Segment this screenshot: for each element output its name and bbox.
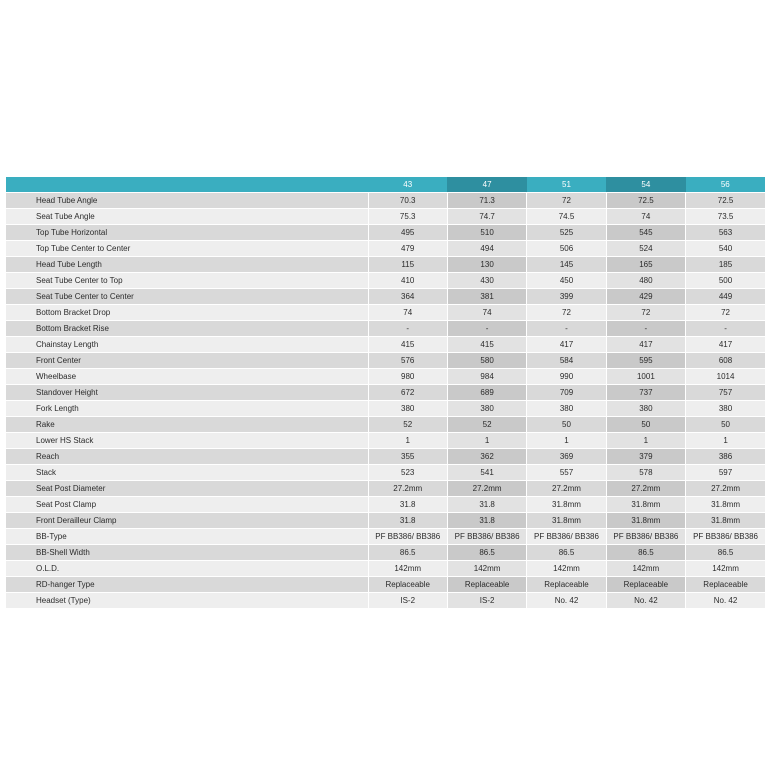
value-cell-56: 417 xyxy=(686,337,765,353)
value-cell-54: 165 xyxy=(606,257,685,273)
value-cell-51: 86.5 xyxy=(527,545,606,561)
row-label: Seat Tube Angle xyxy=(6,209,368,225)
row-label: Stack xyxy=(6,465,368,481)
value-cell-56: 449 xyxy=(686,289,765,305)
row-label: Front Center xyxy=(6,353,368,369)
value-cell-47: PF BB386/ BB386 xyxy=(447,529,526,545)
table-row xyxy=(6,465,765,481)
row-label: Seat Tube Center to Top xyxy=(6,273,368,289)
value-cell-51: 990 xyxy=(527,369,606,385)
value-cell-54: 1001 xyxy=(606,369,685,385)
value-cell-54: 429 xyxy=(606,289,685,305)
value-cell-43: 980 xyxy=(368,369,447,385)
header-label-cell xyxy=(6,177,368,193)
value-cell-51: 369 xyxy=(527,449,606,465)
value-cell-47: 86.5 xyxy=(447,545,526,561)
value-cell-56: 563 xyxy=(686,225,765,241)
table-row xyxy=(6,561,765,577)
row-label: O.L.D. xyxy=(6,561,368,577)
value-cell-56: 386 xyxy=(686,449,765,465)
row-label: Chainstay Length xyxy=(6,337,368,353)
row-label: Fork Length xyxy=(6,401,368,417)
value-cell-54: 86.5 xyxy=(606,545,685,561)
row-label: Lower HS Stack xyxy=(6,433,368,449)
table-row xyxy=(6,497,765,513)
table-row xyxy=(6,353,765,369)
row-label: BB-Type xyxy=(6,529,368,545)
row-label: Bottom Bracket Drop xyxy=(6,305,368,321)
value-cell-56: No. 42 xyxy=(686,593,765,609)
row-label: Seat Post Clamp xyxy=(6,497,368,513)
value-cell-43: 74 xyxy=(368,305,447,321)
value-cell-47: 130 xyxy=(447,257,526,273)
row-label: Head Tube Angle xyxy=(6,193,368,209)
value-cell-54: 524 xyxy=(606,241,685,257)
value-cell-47: 380 xyxy=(447,401,526,417)
row-label: Standover Height xyxy=(6,385,368,401)
table-row xyxy=(6,417,765,433)
value-cell-43: 70.3 xyxy=(368,193,447,209)
value-cell-51: 399 xyxy=(527,289,606,305)
table-row xyxy=(6,369,765,385)
table-row xyxy=(6,577,765,593)
table-row xyxy=(6,225,765,241)
value-cell-51: 31.8mm xyxy=(527,513,606,529)
value-cell-54: 72 xyxy=(606,305,685,321)
value-cell-51: 74.5 xyxy=(527,209,606,225)
value-cell-51: 72 xyxy=(527,193,606,209)
size-header-56: 56 xyxy=(686,177,765,193)
value-cell-56: 31.8mm xyxy=(686,513,765,529)
value-cell-56: 1 xyxy=(686,433,765,449)
geometry-table xyxy=(6,177,765,609)
table-row xyxy=(6,337,765,353)
value-cell-54: 72.5 xyxy=(606,193,685,209)
value-cell-47: 580 xyxy=(447,353,526,369)
value-cell-47: 31.8 xyxy=(447,513,526,529)
value-cell-47: 31.8 xyxy=(447,497,526,513)
value-cell-47: 541 xyxy=(447,465,526,481)
value-cell-51: 31.8mm xyxy=(527,497,606,513)
value-cell-43: 364 xyxy=(368,289,447,305)
value-cell-56: 608 xyxy=(686,353,765,369)
row-label: Headset (Type) xyxy=(6,593,368,609)
value-cell-43: 672 xyxy=(368,385,447,401)
value-cell-43: 523 xyxy=(368,465,447,481)
value-cell-43: 31.8 xyxy=(368,497,447,513)
value-cell-47: 74.7 xyxy=(447,209,526,225)
value-cell-43: 75.3 xyxy=(368,209,447,225)
value-cell-56: 380 xyxy=(686,401,765,417)
value-cell-51: No. 42 xyxy=(527,593,606,609)
row-label: Top Tube Center to Center xyxy=(6,241,368,257)
value-cell-56: 72.5 xyxy=(686,193,765,209)
value-cell-43: 380 xyxy=(368,401,447,417)
value-cell-51: 584 xyxy=(527,353,606,369)
value-cell-56: 50 xyxy=(686,417,765,433)
value-cell-54: 595 xyxy=(606,353,685,369)
value-cell-54: 380 xyxy=(606,401,685,417)
value-cell-56: 142mm xyxy=(686,561,765,577)
row-label: Reach xyxy=(6,449,368,465)
row-label: Top Tube Horizontal xyxy=(6,225,368,241)
row-label: Wheelbase xyxy=(6,369,368,385)
value-cell-54: 142mm xyxy=(606,561,685,577)
value-cell-56: 540 xyxy=(686,241,765,257)
table-row xyxy=(6,305,765,321)
value-cell-56: 500 xyxy=(686,273,765,289)
value-cell-43: 27.2mm xyxy=(368,481,447,497)
value-cell-47: Replaceable xyxy=(447,577,526,593)
value-cell-56: 27.2mm xyxy=(686,481,765,497)
value-cell-56: 73.5 xyxy=(686,209,765,225)
size-header-43: 43 xyxy=(368,177,447,193)
table-row xyxy=(6,273,765,289)
value-cell-47: - xyxy=(447,321,526,337)
value-cell-54: 50 xyxy=(606,417,685,433)
value-cell-47: 71.3 xyxy=(447,193,526,209)
value-cell-51: 145 xyxy=(527,257,606,273)
table-row xyxy=(6,209,765,225)
value-cell-47: 142mm xyxy=(447,561,526,577)
value-cell-54: PF BB386/ BB386 xyxy=(606,529,685,545)
value-cell-43: 355 xyxy=(368,449,447,465)
value-cell-54: 578 xyxy=(606,465,685,481)
value-cell-51: 380 xyxy=(527,401,606,417)
value-cell-51: 525 xyxy=(527,225,606,241)
table-row xyxy=(6,241,765,257)
table-row xyxy=(6,433,765,449)
value-cell-51: 557 xyxy=(527,465,606,481)
value-cell-56: PF BB386/ BB386 xyxy=(686,529,765,545)
row-label: Seat Post Diameter xyxy=(6,481,368,497)
header-row xyxy=(6,177,765,193)
value-cell-47: 27.2mm xyxy=(447,481,526,497)
value-cell-47: 984 xyxy=(447,369,526,385)
row-label: Front Derailleur Clamp xyxy=(6,513,368,529)
value-cell-43: 142mm xyxy=(368,561,447,577)
value-cell-47: 430 xyxy=(447,273,526,289)
table-body xyxy=(6,193,765,609)
value-cell-47: 362 xyxy=(447,449,526,465)
value-cell-47: 689 xyxy=(447,385,526,401)
value-cell-56: 597 xyxy=(686,465,765,481)
value-cell-47: 494 xyxy=(447,241,526,257)
value-cell-51: 709 xyxy=(527,385,606,401)
row-label: Head Tube Length xyxy=(6,257,368,273)
value-cell-43: 410 xyxy=(368,273,447,289)
size-header-47: 47 xyxy=(447,177,526,193)
value-cell-56: 757 xyxy=(686,385,765,401)
value-cell-51: - xyxy=(527,321,606,337)
value-cell-56: 1014 xyxy=(686,369,765,385)
value-cell-54: 545 xyxy=(606,225,685,241)
value-cell-56: 72 xyxy=(686,305,765,321)
value-cell-51: 450 xyxy=(527,273,606,289)
value-cell-51: 506 xyxy=(527,241,606,257)
value-cell-56: - xyxy=(686,321,765,337)
value-cell-51: 142mm xyxy=(527,561,606,577)
table-row xyxy=(6,449,765,465)
row-label: BB-Shell Width xyxy=(6,545,368,561)
value-cell-43: 52 xyxy=(368,417,447,433)
value-cell-51: Replaceable xyxy=(527,577,606,593)
table-row xyxy=(6,385,765,401)
value-cell-56: 185 xyxy=(686,257,765,273)
value-cell-54: 379 xyxy=(606,449,685,465)
value-cell-43: 495 xyxy=(368,225,447,241)
value-cell-51: 27.2mm xyxy=(527,481,606,497)
value-cell-43: 479 xyxy=(368,241,447,257)
table-row xyxy=(6,529,765,545)
table-row xyxy=(6,513,765,529)
table-row xyxy=(6,321,765,337)
value-cell-43: 576 xyxy=(368,353,447,369)
value-cell-43: Replaceable xyxy=(368,577,447,593)
value-cell-54: Replaceable xyxy=(606,577,685,593)
table-row xyxy=(6,481,765,497)
row-label: Bottom Bracket Rise xyxy=(6,321,368,337)
value-cell-54: 31.8mm xyxy=(606,513,685,529)
row-label: RD-hanger Type xyxy=(6,577,368,593)
value-cell-47: IS-2 xyxy=(447,593,526,609)
value-cell-54: 1 xyxy=(606,433,685,449)
value-cell-54: - xyxy=(606,321,685,337)
value-cell-43: - xyxy=(368,321,447,337)
value-cell-56: Replaceable xyxy=(686,577,765,593)
value-cell-54: 480 xyxy=(606,273,685,289)
value-cell-43: IS-2 xyxy=(368,593,447,609)
value-cell-51: PF BB386/ BB386 xyxy=(527,529,606,545)
table-row xyxy=(6,401,765,417)
value-cell-47: 52 xyxy=(447,417,526,433)
value-cell-54: 417 xyxy=(606,337,685,353)
value-cell-51: 50 xyxy=(527,417,606,433)
table-row xyxy=(6,545,765,561)
value-cell-51: 417 xyxy=(527,337,606,353)
table-row xyxy=(6,289,765,305)
value-cell-43: 31.8 xyxy=(368,513,447,529)
size-header-54: 54 xyxy=(606,177,685,193)
value-cell-54: 27.2mm xyxy=(606,481,685,497)
value-cell-43: 115 xyxy=(368,257,447,273)
table-row xyxy=(6,193,765,209)
value-cell-47: 415 xyxy=(447,337,526,353)
value-cell-47: 74 xyxy=(447,305,526,321)
value-cell-54: No. 42 xyxy=(606,593,685,609)
table-row xyxy=(6,257,765,273)
value-cell-51: 1 xyxy=(527,433,606,449)
value-cell-43: 86.5 xyxy=(368,545,447,561)
value-cell-51: 72 xyxy=(527,305,606,321)
size-header-51: 51 xyxy=(527,177,606,193)
value-cell-54: 31.8mm xyxy=(606,497,685,513)
row-label: Rake xyxy=(6,417,368,433)
value-cell-47: 1 xyxy=(447,433,526,449)
table-header xyxy=(6,177,765,193)
value-cell-54: 737 xyxy=(606,385,685,401)
value-cell-43: PF BB386/ BB386 xyxy=(368,529,447,545)
value-cell-43: 415 xyxy=(368,337,447,353)
value-cell-47: 510 xyxy=(447,225,526,241)
value-cell-56: 31.8mm xyxy=(686,497,765,513)
table-row xyxy=(6,593,765,609)
row-label: Seat Tube Center to Center xyxy=(6,289,368,305)
value-cell-47: 381 xyxy=(447,289,526,305)
value-cell-54: 74 xyxy=(606,209,685,225)
value-cell-56: 86.5 xyxy=(686,545,765,561)
value-cell-43: 1 xyxy=(368,433,447,449)
